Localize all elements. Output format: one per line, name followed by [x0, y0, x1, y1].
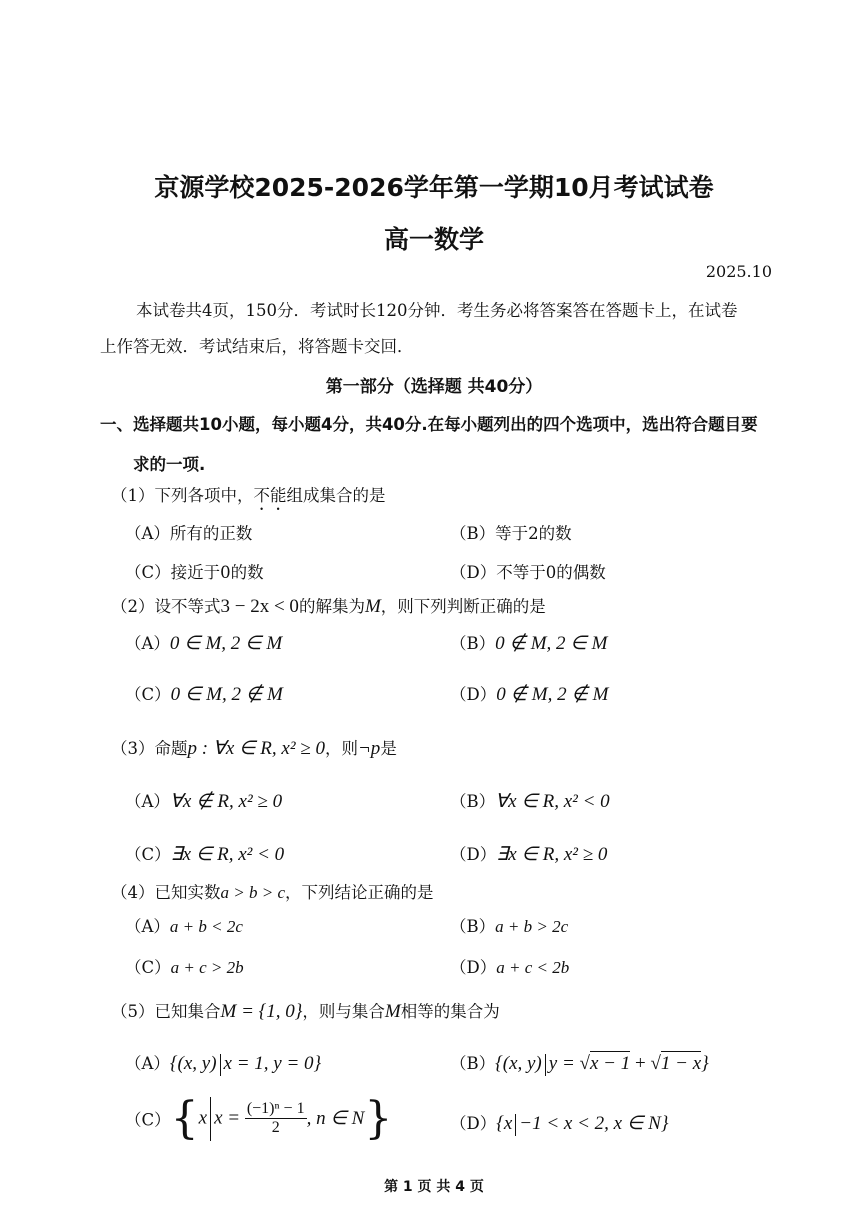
- question-1-stem: （1）下列各项中，不能组成集合的是: [111, 486, 386, 505]
- inequality-expr: 3 − 2x < 0: [220, 596, 299, 617]
- subject-title: 高一数学: [383, 225, 484, 254]
- q4-option-c: （C）a + c > 2b: [125, 958, 244, 977]
- q1-option-b: （B）等于2的数: [450, 524, 572, 543]
- set-divider: [220, 1054, 221, 1076]
- q5-option-c: （C）{x x = $\frac{\text{(−1)ⁿ − 1}}{2}$ , n ∈ N}: [125, 1093, 393, 1144]
- intro-line-2: 上作答无效．考试结束后，将答题卡交回．: [100, 337, 414, 356]
- set-divider: [545, 1054, 546, 1076]
- set-expr: M = {1, 0}: [220, 1001, 303, 1022]
- section-instructions-1: 一、选择题共10小题，每小题4分，共40分.在每小题列出的四个选项中，选出符合题目要: [100, 415, 758, 434]
- question-3-stem: （3）命题p : ∀x ∈ R, x² ≥ 0，则¬p是: [111, 738, 397, 759]
- q4-option-a: （A）a + b < 2c: [125, 917, 243, 936]
- emphasis-text: 不能: [253, 486, 287, 505]
- q3-option-c: （C）∃x ∈ R, x² < 0: [125, 844, 285, 865]
- exam-date: 2025.10: [705, 262, 772, 281]
- q2-option-c: （C）0 ∈ M, 2 ∉ M: [125, 684, 283, 705]
- q3-option-d: （D）∃x ∈ R, x² ≥ 0: [450, 844, 608, 865]
- set-divider: [210, 1097, 211, 1141]
- sqrt-sign: √: [579, 1053, 590, 1074]
- q3-option-b: （B）∀x ∈ R, x² < 0: [450, 791, 610, 812]
- q5-option-d: （D）{x −1 < x < 2, x ∈ N}: [450, 1113, 669, 1134]
- q2-option-b: （B）0 ∉ M, 2 ∈ M: [450, 633, 608, 654]
- q2-option-d: （D）0 ∉ M, 2 ∉ M: [450, 684, 609, 705]
- proposition-expr: p : ∀x ∈ R, x² ≥ 0: [187, 738, 325, 759]
- q5-option-a: （A）{(x, y) x = 1, y = 0}: [125, 1053, 322, 1074]
- q1-option-c: （C）接近于0的数: [125, 563, 264, 582]
- negation-expr: ¬p: [357, 738, 381, 759]
- section-instructions-2: 求的一项.: [133, 455, 206, 474]
- question-4-stem: （4）已知实数a > b > c，下列结论正确的是: [111, 883, 434, 902]
- set-divider: [515, 1114, 516, 1136]
- q4-option-b: （B）a + b > 2c: [450, 917, 569, 936]
- q2-option-a: （A）0 ∈ M, 2 ∈ M: [125, 633, 283, 654]
- page-footer: 第 1 页 共 4 页: [384, 1179, 484, 1195]
- question-5-stem: （5）已知集合M = {1, 0}，则与集合M相等的集合为: [111, 1001, 500, 1022]
- q5-option-b: （B）{(x, y) y = √x − 1 + √1 − x}: [450, 1053, 709, 1074]
- intro-line-1: 本试卷共4页，150分．考试时长120分钟．考生务必将答案答在答题卡上，在试卷: [136, 301, 738, 320]
- sqrt-sign: √: [650, 1053, 661, 1074]
- q4-option-d: （D）a + c < 2b: [450, 958, 570, 977]
- order-expr: a > b > c: [220, 883, 285, 902]
- q1-option-a: （A）所有的正数: [125, 524, 253, 543]
- q1-option-d: （D）不等于0的偶数: [450, 563, 606, 582]
- part-title: 第一部分（选择题 共40分）: [325, 377, 543, 397]
- question-2-stem: （2）设不等式3 − 2x < 0的解集为M，则下列判断正确的是: [111, 596, 546, 617]
- fraction: $\frac{\text{(−1)ⁿ − 1}}{2}$: [246, 1100, 305, 1136]
- q3-option-a: （A）∀x ∉ R, x² ≥ 0: [125, 791, 283, 812]
- exam-title: 京源学校2025-2026学年第一学期10月考试试卷: [154, 173, 714, 202]
